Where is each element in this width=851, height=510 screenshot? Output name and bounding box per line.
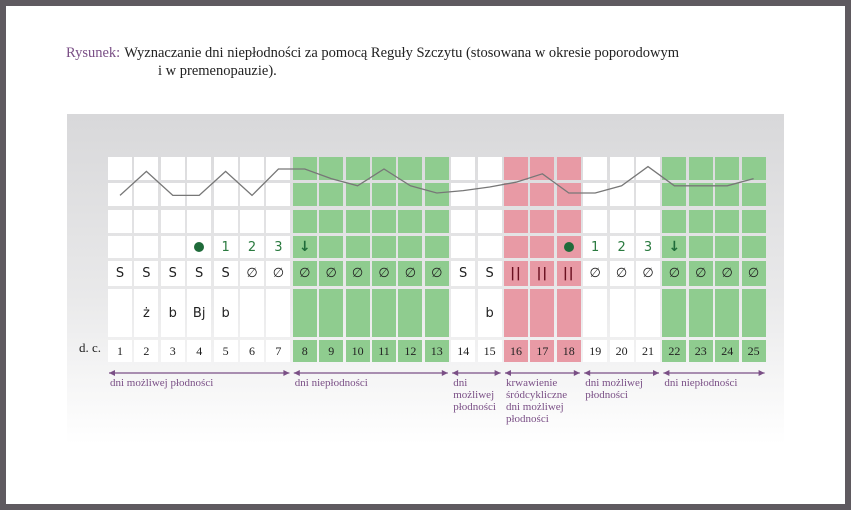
arrow-right-icon xyxy=(759,370,765,376)
sensation-symbol: S xyxy=(115,266,125,281)
cycle-day-number: 3 xyxy=(161,340,185,362)
chart-overlay xyxy=(67,114,784,444)
cycle-day-number: 24 xyxy=(715,340,739,362)
cycle-day-number: 10 xyxy=(346,340,370,362)
observation-symbol: ż xyxy=(142,305,150,321)
cycle-day-number: 17 xyxy=(530,340,554,362)
cycle-day-number: 2 xyxy=(134,340,158,362)
sensation-symbol: S xyxy=(221,266,230,281)
sensation-symbol: ∅ xyxy=(642,266,654,281)
sensation-symbol: S xyxy=(168,266,177,281)
phase-label-line: dni możliwej xyxy=(585,377,643,389)
cycle-day-number: 12 xyxy=(398,340,422,362)
observation-symbol: b xyxy=(168,305,177,321)
phase-label-line: dni możliwej płodności xyxy=(110,377,214,389)
trend-line xyxy=(120,167,754,196)
sensation-symbol: S xyxy=(142,266,151,281)
cycle-day-number: 4 xyxy=(187,340,211,362)
arrow-right-icon xyxy=(283,370,289,376)
cycle-day-number: 25 xyxy=(742,340,766,362)
cycle-day-number: 7 xyxy=(266,340,290,362)
arrow-right-icon xyxy=(653,370,659,376)
peak-count: 2 xyxy=(617,239,626,255)
cycle-day-number: 5 xyxy=(214,340,238,362)
cycle-day-number: 22 xyxy=(662,340,686,362)
peak-count: 3 xyxy=(643,239,653,255)
phase-label-line: dni niepłodności xyxy=(294,377,368,389)
phase-label-line: dni niepłodności xyxy=(664,377,738,389)
sensation-symbol: ∅ xyxy=(246,266,258,281)
peak-count: 2 xyxy=(247,239,257,255)
arrow-left-icon xyxy=(452,370,458,376)
cycle-day-number: 23 xyxy=(689,340,713,362)
cycle-day-number: 6 xyxy=(240,340,264,362)
sensation-symbol: ∅ xyxy=(615,266,628,281)
sensation-symbol: ∅ xyxy=(747,266,760,281)
sensation-symbol: || xyxy=(563,266,575,281)
sensation-symbol: S xyxy=(459,266,468,281)
cycle-day-number: 8 xyxy=(293,340,317,362)
cycle-day-number: 9 xyxy=(319,340,343,362)
arrow-left-icon xyxy=(294,370,300,376)
observation-symbol: b xyxy=(485,305,494,321)
cycle-chart-panel xyxy=(67,114,784,444)
cycle-day-number: 15 xyxy=(478,340,502,362)
sensation-symbol: ∅ xyxy=(378,266,390,281)
phase-label-line: krwawienie xyxy=(506,377,558,389)
cycle-day-number: 18 xyxy=(557,340,581,362)
arrow-left-icon xyxy=(505,370,511,376)
arrow-down-icon: ↓ xyxy=(668,239,681,255)
sensation-symbol: ∅ xyxy=(351,266,364,281)
sensation-symbol: || xyxy=(536,266,549,281)
peak-count: 1 xyxy=(221,239,230,255)
figure-caption xyxy=(66,44,679,80)
sensation-symbol: ∅ xyxy=(431,266,443,281)
sensation-symbol: ∅ xyxy=(404,266,417,281)
cycle-day-number: 14 xyxy=(451,340,475,362)
sensation-symbol: ∅ xyxy=(721,266,733,281)
cycle-day-number: 19 xyxy=(583,340,607,362)
sensation-symbol: ∅ xyxy=(272,266,285,281)
arrow-left-icon xyxy=(663,370,669,376)
arrow-right-icon xyxy=(495,370,501,376)
phase-label-line: dni możliwej xyxy=(506,401,564,413)
phase-label-line: płodności xyxy=(585,389,628,401)
caption-line-2: i w premenopauzie). xyxy=(158,63,277,79)
sensation-symbol: S xyxy=(195,266,204,281)
phase-label-line: płodności xyxy=(453,401,496,413)
cycle-day-number: 16 xyxy=(504,340,528,362)
cycle-day-number: 20 xyxy=(610,340,634,362)
arrow-left-icon xyxy=(109,370,115,376)
phase-label-line: śródcykliczne xyxy=(506,389,568,401)
sensation-symbol: ∅ xyxy=(299,266,311,281)
sensation-symbol: || xyxy=(510,266,522,281)
cycle-day-number: 1 xyxy=(108,340,132,362)
peak-count: 1 xyxy=(591,239,600,255)
sensation-symbol: ∅ xyxy=(325,266,337,281)
sensation-symbol: ∅ xyxy=(695,266,707,281)
caption-line-1: Wyznaczanie dni niepłodności za pomocą Reguły Szczytu (stosowana w okresie poporodowym xyxy=(124,45,680,61)
observation-symbol: b xyxy=(221,305,230,321)
sensation-symbol: ∅ xyxy=(668,266,681,281)
peak-count: 3 xyxy=(274,239,283,255)
phase-label-line: płodności xyxy=(506,413,549,425)
sensation-symbol: ∅ xyxy=(589,266,601,281)
arrow-down-icon: ↓ xyxy=(298,239,311,255)
arrow-right-icon xyxy=(574,370,580,376)
cycle-day-label: d. c. xyxy=(79,340,102,355)
cycle-day-number: 21 xyxy=(636,340,660,362)
arrow-left-icon xyxy=(584,370,590,376)
cycle-day-number: 13 xyxy=(425,340,449,362)
page xyxy=(6,6,845,504)
observation-symbol: Bj xyxy=(192,305,206,321)
arrow-right-icon xyxy=(442,370,448,376)
phase-label-line: dni xyxy=(453,377,468,389)
cycle-day-number: 11 xyxy=(372,340,396,362)
phase-label-line: możliwej xyxy=(453,389,495,401)
sensation-symbol: S xyxy=(485,266,494,281)
caption-label: Rysunek: xyxy=(66,45,121,61)
